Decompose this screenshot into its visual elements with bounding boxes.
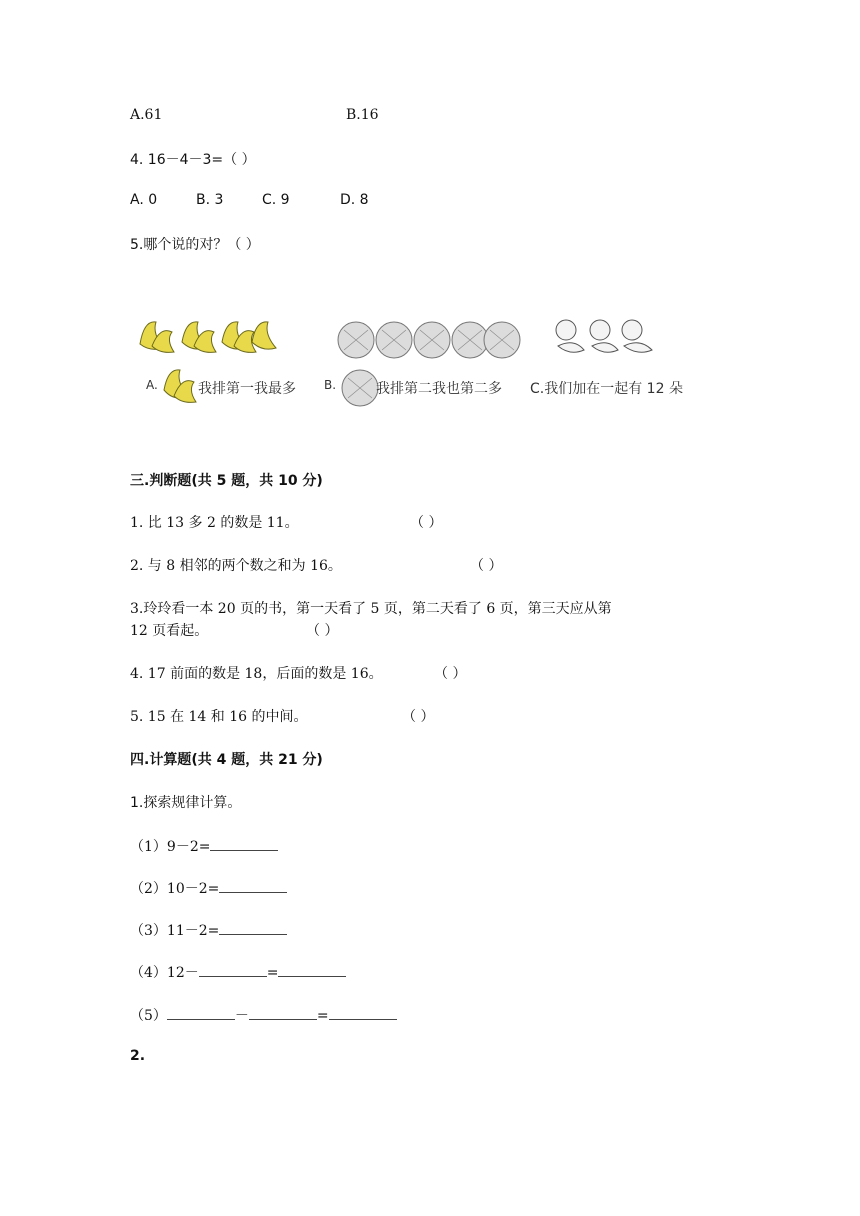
judge-item-4: 4. 17 前面的数是 18，后面的数是 16。 [130, 666, 383, 682]
question-5-figure [134, 312, 694, 412]
calc-row-1 [130, 836, 278, 856]
judge-item-3-answer[interactable]: （ ） [306, 623, 339, 639]
calc-row-4-blank-1[interactable] [199, 962, 267, 977]
calc-question-1-stem: 1.探索规律计算。 [130, 795, 242, 811]
calc-row-2-blank[interactable] [219, 878, 287, 893]
calc-row-4 [130, 962, 346, 982]
calc-question-2-stem: 2. [130, 1048, 146, 1064]
q4-option-a: A. 0 [130, 192, 158, 208]
sunflower-icon [338, 322, 520, 358]
calc-row-1-label: （1）9－2= [130, 839, 211, 855]
question-5-stem: 5.哪个说的对？（ ） [130, 237, 260, 253]
calc-row-5-blank-2[interactable] [249, 1005, 317, 1020]
option-b: B.16 [346, 107, 379, 123]
sunflower-single-icon [342, 370, 378, 406]
judge-item-3: 3.玲玲看一本 20 页的书，第一天看了 5 页，第二天看了 6 页，第三天应从第 [130, 601, 612, 617]
calc-row-4-label: （4）12－ [130, 965, 199, 981]
calc-row-5-label: （5） [130, 1008, 167, 1024]
calc-row-3-label: （3）11－2= [130, 923, 220, 939]
judge-item-5-answer[interactable]: （ ） [402, 709, 435, 725]
q4-option-d: D. 8 [340, 192, 369, 208]
q4-option-b: B. 3 [196, 192, 224, 208]
judge-item-2 [130, 555, 342, 575]
calc-row-4-blank-2[interactable] [278, 962, 346, 977]
judge-item-1-text: 1. 比 13 多 2 的数是 11。 [130, 515, 299, 531]
calc-row-4-equals: = [266, 965, 279, 981]
calc-row-3 [130, 920, 287, 940]
figure-label-b: 我排第二我也第二多 [376, 381, 502, 397]
section-4-title: 四.计算题(共 4 题，共 21 分) [130, 752, 323, 768]
option-a: A.61 [130, 107, 163, 123]
calc-row-5-minus: － [234, 1008, 249, 1024]
calc-row-2 [130, 878, 287, 898]
flower-icon [556, 320, 652, 352]
judge-item-4-answer[interactable]: （ ） [434, 666, 467, 682]
figure-label-a: 我排第一我最多 [198, 381, 296, 397]
judge-item-1 [130, 512, 299, 532]
banana-icon [140, 322, 276, 353]
judge-item-2-text: 2. 与 8 相邻的两个数之和为 16。 [130, 558, 342, 574]
calc-row-5-blank-1[interactable] [167, 1005, 235, 1020]
calc-row-5 [130, 1005, 397, 1025]
judge-item-3-line2: 12 页看起。 [130, 623, 209, 639]
calc-row-3-blank[interactable] [219, 920, 287, 935]
calc-row-2-label: （2）10－2= [130, 881, 220, 897]
judge-item-5: 5. 15 在 14 和 16 的中间。 [130, 709, 308, 725]
section-3-title: 三.判断题(共 5 题，共 10 分) [130, 473, 323, 489]
calc-row-5-blank-3[interactable] [329, 1005, 397, 1020]
q4-option-c: C. 9 [262, 192, 290, 208]
figure-label-c: C.我们加在一起有 12 朵 [530, 381, 683, 397]
question-4-stem: 4. 16－4－3=（ ） [130, 152, 256, 168]
figure-label-a-prefix: A. [146, 378, 158, 392]
figure-label-b-prefix: B. [324, 378, 337, 392]
judge-item-1-answer[interactable]: （ ） [410, 515, 443, 531]
judge-item-2-answer[interactable]: （ ） [470, 558, 503, 574]
calc-row-1-blank[interactable] [210, 836, 278, 851]
banana-single-icon [164, 370, 196, 403]
calc-row-5-equals: = [316, 1008, 329, 1024]
